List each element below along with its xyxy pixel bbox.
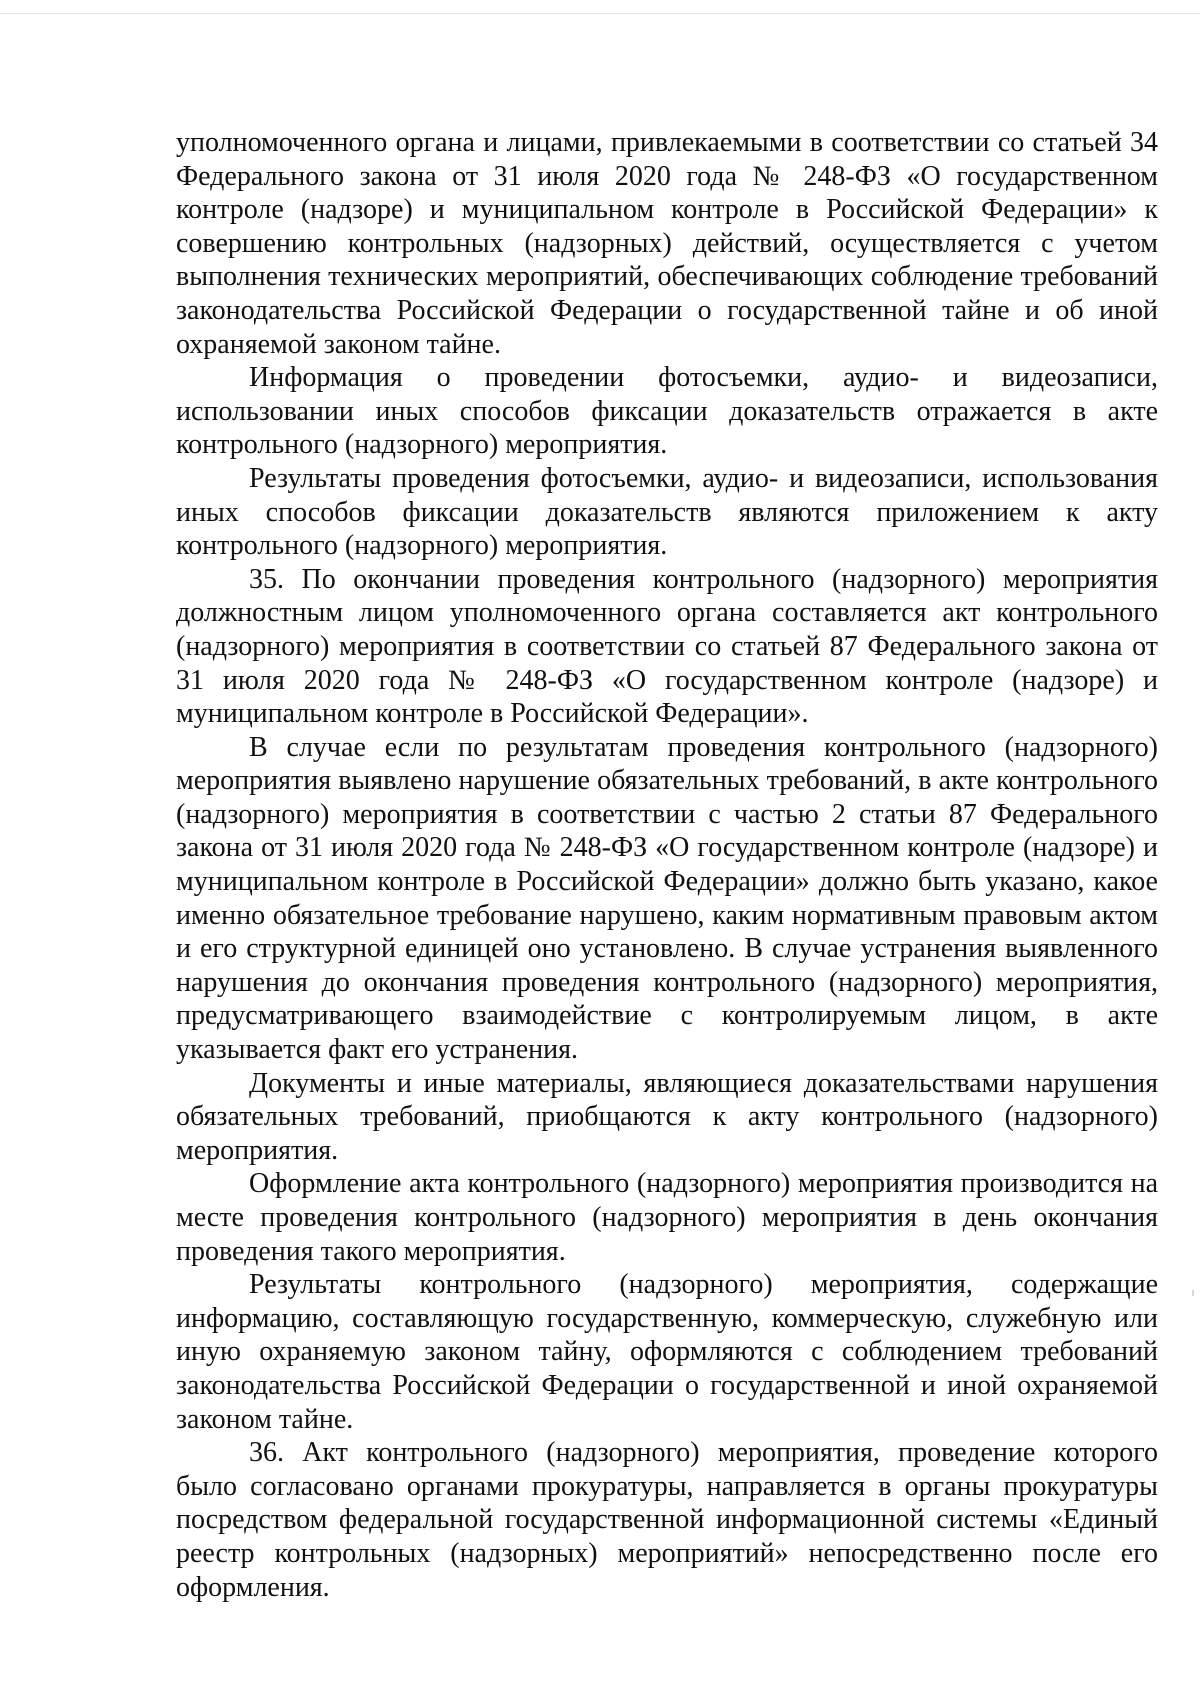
paragraph-secret-results: Результаты контрольного (надзорного) мероприятия, содержащие информацию, составляющую государственную, коммерческую, служебную или иную охраняемую законом тайну, оформляются с соблюдением требований законодательства Российской Федерации о государственной и иной охраняемой законом тайне.: [176, 1269, 1158, 1435]
paragraph-evidence-documents: Документы и иные материалы, являющиеся доказательствами нарушения обязательных требований, приобщаются к акту контрольного (надзорного) мероприятия.: [176, 1067, 1158, 1166]
scan-artifact: [1192, 1290, 1194, 1296]
paragraph-photo-results: Результаты проведения фотосъемки, аудио- и видеозаписи, использования иных способов фиксации доказательств являются приложением к акту контрольного (надзорного) мероприятия.: [176, 462, 1158, 562]
scan-edge-line: [0, 13, 1200, 14]
document-body: [176, 126, 1158, 1604]
paragraph-continuation: уполномоченного органа и лицами, привлекаемыми в соответствии со статьей 34 Федерального закона от 31 июля 2020 года № 248-ФЗ «О государственном контроле (надзоре) и муниципальном контроле в Российской Федерации» к совершению контрольных (надзорных) действий, осуществляется с учетом выполнения технических мероприятий, обеспечивающих соблюдение требований законодательства Российской Федерации о государственной тайне и об иной охраняемой законом тайне.: [176, 127, 1158, 360]
paragraph-clause-35: 35. По окончании проведения контрольного (надзорного) мероприятия должностным лицом уполномоченного органа составляется акт контрольного (надзорного) мероприятия в соответствии со статьей 87 Федерального закона от 31 июля 2020 года № 248-ФЗ «О государственном контроле (надзоре) и муниципальном контроле в Российской Федерации».: [176, 563, 1158, 730]
paragraph-photo-info: Информация о проведении фотосъемки, аудио- и видеозаписи, использовании иных способов фиксации доказательств отражается в акте контрольного (надзорного) мероприятия.: [176, 362, 1158, 461]
paragraph-clause-36: 36. Акт контрольного (надзорного) мероприятия, проведение которого было согласовано органами прокуратуры, направляется в органы прокуратуры посредством федеральной государственной информационной системы «Единый реестр контрольных (надзорных) мероприятий» непосредственно после его оформления.: [176, 1437, 1158, 1603]
paragraph-violation-case: В случае если по результатам проведения контрольного (надзорного) мероприятия выявлено нарушение обязательных требований, в акте контрольного (надзорного) мероприятия в соответствии с частью 2 статьи 87 Федерального закона от 31 июля 2020 года № 248-ФЗ «О государственном контроле (надзоре) и муниципальном контроле в Российской Федерации» должно быть указано, какое именно обязательное требование нарушено, каким нормативным правовым актом и его структурной единицей оно установлено. В случае устранения выявленного нарушения до окончания проведения контрольного (надзорного) мероприятия, предусматривающего взаимодействие с контролируемым лицом, в акте указывается факт его устранения.: [176, 731, 1158, 1066]
paragraph-act-execution: Оформление акта контрольного (надзорного) мероприятия производится на месте проведения контрольного (надзорного) мероприятия в день окончания проведения такого мероприятия.: [176, 1168, 1158, 1267]
